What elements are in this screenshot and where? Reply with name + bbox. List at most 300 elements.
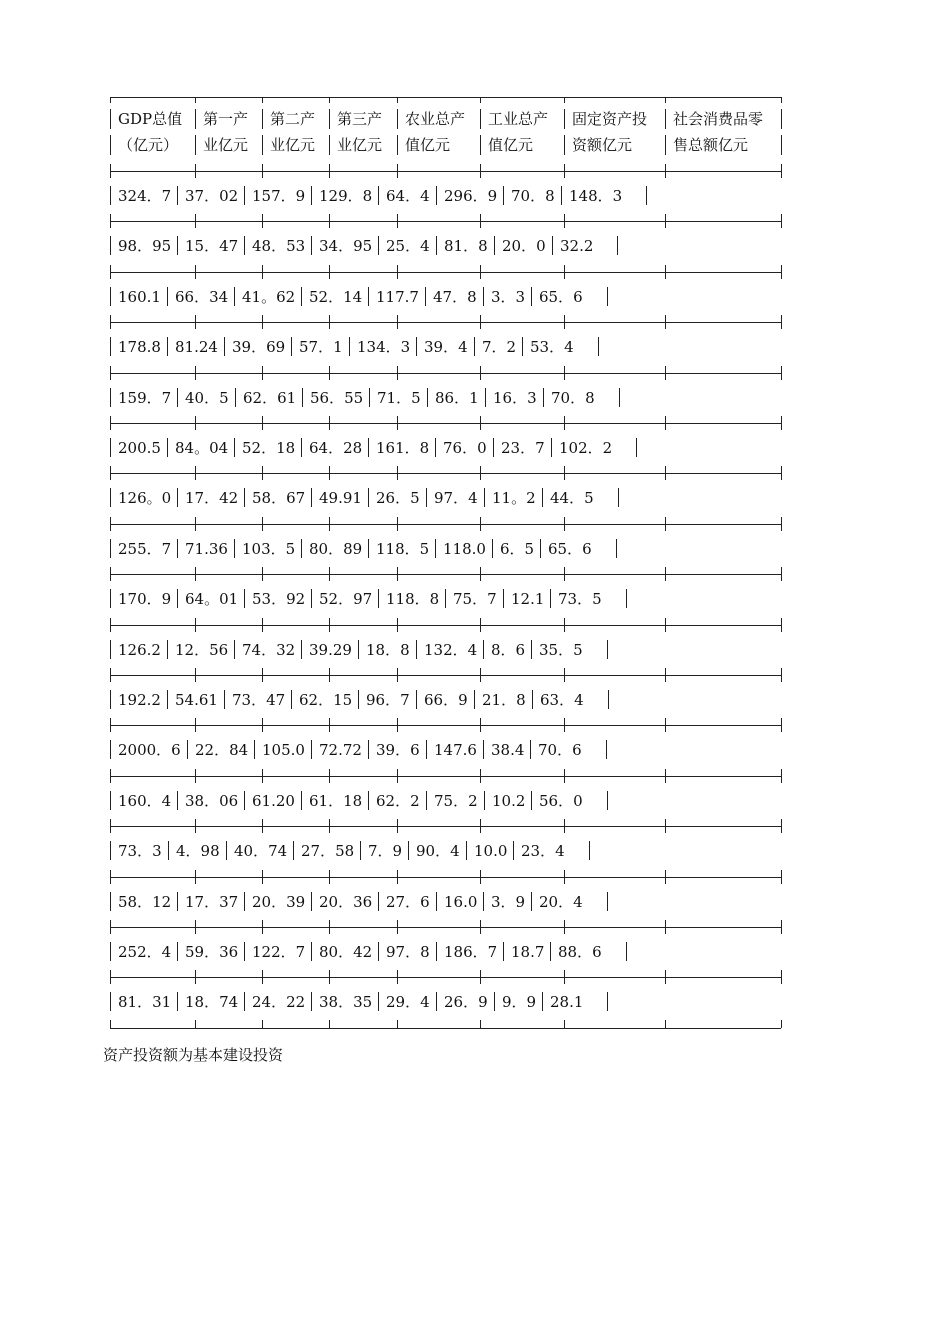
header-divider — [564, 109, 565, 129]
table-cell: 4．98 — [176, 842, 220, 860]
separator-tick — [329, 466, 330, 480]
table-cell: 70．8 — [511, 187, 555, 205]
row-left-bar — [110, 740, 111, 759]
row-separator — [110, 625, 781, 626]
header-divider — [781, 109, 782, 129]
separator-tick — [781, 517, 782, 531]
separator-tick — [665, 970, 666, 984]
cell-divider — [607, 287, 608, 306]
cell-divider — [368, 287, 369, 306]
cell-divider — [552, 236, 553, 255]
table-cell: 27．58 — [301, 842, 355, 860]
cell-divider — [416, 690, 417, 709]
separator-tick — [480, 718, 481, 732]
header-cell: 工业总产 — [488, 110, 549, 128]
cell-divider — [483, 640, 484, 659]
table-top-tick — [110, 97, 111, 103]
table-cell: 178.8 — [118, 338, 161, 356]
header-divider — [195, 135, 196, 155]
cell-divider — [167, 438, 168, 457]
row-separator — [110, 221, 781, 222]
separator-tick — [397, 214, 398, 228]
cell-divider — [426, 740, 427, 759]
cell-divider — [244, 488, 245, 507]
separator-tick — [564, 920, 565, 934]
table-cell: 148．3 — [569, 187, 623, 205]
cell-divider — [311, 589, 312, 608]
table-cell: 23．4 — [521, 842, 565, 860]
table-cell: 122．7 — [252, 943, 306, 961]
cell-divider — [293, 841, 294, 860]
header-cell: 第三产 — [337, 110, 383, 128]
separator-tick — [195, 265, 196, 279]
table-top-tick — [195, 97, 196, 103]
separator-tick — [262, 970, 263, 984]
cell-divider — [427, 388, 428, 407]
separator-tick — [665, 416, 666, 430]
row-separator — [110, 423, 781, 424]
table-cell: 90．4 — [416, 842, 460, 860]
header-cell: （亿元） — [118, 136, 179, 154]
cell-divider — [301, 539, 302, 558]
table-cell: 3．9 — [491, 893, 526, 911]
table-cell: 38．06 — [185, 792, 239, 810]
table-cell: 170．9 — [118, 590, 172, 608]
table-cell: 118．5 — [376, 540, 430, 558]
cell-divider — [234, 640, 235, 659]
row-separator — [110, 574, 781, 575]
separator-tick — [329, 970, 330, 984]
separator-tick — [781, 618, 782, 632]
table-cell: 41。62 — [242, 288, 296, 306]
table-cell: 24．22 — [252, 993, 306, 1011]
table-cell: 80．42 — [319, 943, 373, 961]
cell-divider — [426, 791, 427, 810]
row-left-bar — [110, 640, 111, 659]
table-cell: 17．42 — [185, 489, 239, 507]
separator-tick — [564, 618, 565, 632]
cell-divider — [358, 690, 359, 709]
cell-divider — [445, 589, 446, 608]
table-cell: 157．9 — [252, 187, 306, 205]
separator-tick — [262, 366, 263, 380]
separator-tick — [329, 870, 330, 884]
separator-tick — [329, 769, 330, 783]
table-cell: 2000．6 — [118, 741, 181, 759]
cell-divider — [617, 236, 618, 255]
cell-divider — [378, 236, 379, 255]
separator-tick — [781, 718, 782, 732]
table-cell: 98．95 — [118, 237, 172, 255]
separator-tick — [665, 567, 666, 581]
separator-tick — [665, 517, 666, 531]
separator-tick — [110, 416, 111, 430]
cell-divider — [368, 438, 369, 457]
cell-divider — [349, 337, 350, 356]
separator-tick — [110, 769, 111, 783]
table-cell: 64。01 — [185, 590, 239, 608]
separator-tick — [195, 517, 196, 531]
separator-tick — [781, 315, 782, 329]
table-cell: 65．6 — [548, 540, 592, 558]
cell-divider — [244, 892, 245, 911]
table-cell: 39．69 — [232, 338, 286, 356]
cell-divider — [311, 992, 312, 1011]
cell-divider — [301, 438, 302, 457]
separator-tick — [480, 920, 481, 934]
separator-tick — [262, 466, 263, 480]
row-left-bar — [110, 690, 111, 709]
table-cell: 40．5 — [185, 389, 229, 407]
table-cell: 160．4 — [118, 792, 172, 810]
cell-divider — [291, 690, 292, 709]
separator-tick — [564, 315, 565, 329]
cell-divider — [626, 942, 627, 961]
cell-divider — [616, 539, 617, 558]
table-cell: 26．5 — [376, 489, 420, 507]
cell-divider — [244, 992, 245, 1011]
cell-divider — [416, 337, 417, 356]
separator-tick — [564, 769, 565, 783]
separator-tick — [480, 265, 481, 279]
footnote: 资产投资额为基本建设投资 — [103, 1046, 284, 1064]
table-cell: 12．56 — [175, 641, 229, 659]
separator-tick — [195, 315, 196, 329]
table-cell: 22．84 — [195, 741, 249, 759]
cell-divider — [503, 186, 504, 205]
separator-tick — [329, 920, 330, 934]
cell-divider — [301, 791, 302, 810]
separator-tick — [195, 618, 196, 632]
separator-tick — [195, 668, 196, 682]
separator-tick — [564, 668, 565, 682]
header-divider — [329, 109, 330, 129]
separator-tick — [781, 265, 782, 279]
table-cell: 39．6 — [376, 741, 420, 759]
separator-tick — [397, 416, 398, 430]
table-cell: 28.1 — [550, 993, 584, 1011]
header-cell: 社会消费品零 — [673, 110, 764, 128]
cell-divider — [368, 488, 369, 507]
separator-tick — [110, 970, 111, 984]
cell-divider — [368, 791, 369, 810]
cell-divider — [369, 388, 370, 407]
separator-tick — [110, 265, 111, 279]
separator-tick — [329, 668, 330, 682]
table-cell: 20．0 — [502, 237, 546, 255]
cell-divider — [561, 186, 562, 205]
separator-tick — [397, 164, 398, 178]
separator-tick — [480, 164, 481, 178]
table-cell: 75．7 — [453, 590, 497, 608]
separator-tick — [781, 214, 782, 228]
row-separator — [110, 272, 781, 273]
header-divider — [195, 109, 196, 129]
table-cell: 6．5 — [500, 540, 535, 558]
table-cell: 159．7 — [118, 389, 172, 407]
separator-tick — [110, 517, 111, 531]
table-cell: 96．7 — [366, 691, 410, 709]
separator-tick — [480, 618, 481, 632]
table-cell: 27．6 — [386, 893, 430, 911]
separator-tick — [195, 214, 196, 228]
separator-tick — [195, 416, 196, 430]
table-cell: 255．7 — [118, 540, 172, 558]
header-cell: 值亿元 — [488, 136, 534, 154]
table-cell: 97．4 — [434, 489, 478, 507]
cell-divider — [224, 690, 225, 709]
cell-divider — [177, 589, 178, 608]
cell-divider — [360, 841, 361, 860]
cell-divider — [607, 640, 608, 659]
cell-divider — [234, 438, 235, 457]
table-cell: 34．95 — [319, 237, 373, 255]
cell-divider — [291, 337, 292, 356]
table-cell: 56．55 — [310, 389, 364, 407]
cell-divider — [484, 791, 485, 810]
table-cell: 57．1 — [299, 338, 343, 356]
table-cell: 81．31 — [118, 993, 172, 1011]
table-top-tick — [781, 97, 782, 103]
separator-tick — [329, 416, 330, 430]
separator-tick — [329, 618, 330, 632]
separator-tick — [564, 567, 565, 581]
table-cell: 81．8 — [444, 237, 488, 255]
separator-tick — [665, 668, 666, 682]
cell-divider — [619, 388, 620, 407]
cell-divider — [187, 740, 188, 759]
row-separator — [110, 322, 781, 323]
cell-divider — [543, 388, 544, 407]
separator-tick — [665, 819, 666, 833]
separator-tick — [480, 466, 481, 480]
table-top-tick — [665, 97, 666, 103]
table-cell: 3．3 — [491, 288, 526, 306]
table-cell: 25．4 — [386, 237, 430, 255]
table-cell: 117.7 — [376, 288, 419, 306]
separator-tick — [329, 265, 330, 279]
cell-divider — [378, 992, 379, 1011]
table-cell: 64．4 — [386, 187, 430, 205]
table-cell: 20．39 — [252, 893, 306, 911]
separator-tick — [397, 718, 398, 732]
separator-tick — [665, 1020, 666, 1028]
row-separator — [110, 826, 781, 827]
cell-divider — [485, 388, 486, 407]
cell-divider — [244, 791, 245, 810]
separator-tick — [781, 870, 782, 884]
table-cell: 32.2 — [560, 237, 594, 255]
cell-divider — [167, 640, 168, 659]
table-cell: 53．92 — [252, 590, 306, 608]
table-cell: 103．5 — [242, 540, 296, 558]
cell-divider — [378, 589, 379, 608]
cell-divider — [311, 942, 312, 961]
cell-divider — [177, 791, 178, 810]
cell-divider — [425, 287, 426, 306]
separator-tick — [397, 567, 398, 581]
separator-tick — [195, 970, 196, 984]
header-cell: 业亿元 — [203, 136, 249, 154]
cell-divider — [494, 236, 495, 255]
separator-tick — [397, 315, 398, 329]
cell-divider — [436, 992, 437, 1011]
table-cell: 12.1 — [511, 590, 545, 608]
cell-divider — [483, 892, 484, 911]
separator-tick — [262, 164, 263, 178]
separator-tick — [564, 819, 565, 833]
header-cell: 业亿元 — [270, 136, 316, 154]
cell-divider — [167, 690, 168, 709]
table-cell: 71．5 — [377, 389, 421, 407]
table-cell: 62．61 — [243, 389, 297, 407]
table-cell: 71.36 — [185, 540, 228, 558]
cell-divider — [531, 892, 532, 911]
separator-tick — [110, 315, 111, 329]
row-separator — [110, 927, 781, 928]
cell-divider — [436, 186, 437, 205]
table-cell: 118．8 — [386, 590, 440, 608]
separator-tick — [195, 567, 196, 581]
table-cell: 29．4 — [386, 993, 430, 1011]
cell-divider — [607, 791, 608, 810]
separator-tick — [665, 769, 666, 783]
table-cell: 16.0 — [444, 893, 478, 911]
table-cell: 160.1 — [118, 288, 161, 306]
separator-tick — [397, 970, 398, 984]
table-cell: 62．2 — [376, 792, 420, 810]
cell-divider — [177, 186, 178, 205]
table-cell: 86．1 — [435, 389, 479, 407]
separator-tick — [781, 1020, 782, 1028]
table-cell: 56．0 — [539, 792, 583, 810]
row-left-bar — [110, 388, 111, 407]
separator-tick — [480, 214, 481, 228]
separator-tick — [329, 164, 330, 178]
table-cell: 53．4 — [530, 338, 574, 356]
cell-divider — [551, 438, 552, 457]
cell-divider — [311, 740, 312, 759]
row-left-bar — [110, 589, 111, 608]
cell-divider — [224, 337, 225, 356]
cell-divider — [550, 942, 551, 961]
table-top-tick — [397, 97, 398, 103]
cell-divider — [436, 942, 437, 961]
separator-tick — [564, 970, 565, 984]
cell-divider — [244, 186, 245, 205]
cell-divider — [531, 791, 532, 810]
separator-tick — [781, 819, 782, 833]
cell-divider — [177, 388, 178, 407]
separator-tick — [665, 366, 666, 380]
table-cell: 73．47 — [232, 691, 286, 709]
cell-divider — [531, 287, 532, 306]
separator-tick — [564, 366, 565, 380]
header-divider — [564, 135, 565, 155]
cell-divider — [483, 287, 484, 306]
separator-tick — [262, 315, 263, 329]
table-cell: 147.6 — [434, 741, 477, 759]
cell-divider — [378, 892, 379, 911]
cell-divider — [234, 539, 235, 558]
separator-tick — [397, 870, 398, 884]
table-cell: 10.0 — [474, 842, 508, 860]
separator-tick — [110, 920, 111, 934]
table-top-tick — [329, 97, 330, 103]
header-cell: 值亿元 — [405, 136, 451, 154]
separator-tick — [397, 1020, 398, 1028]
table-cell: 35．5 — [539, 641, 583, 659]
table-cell: 10.2 — [492, 792, 526, 810]
cell-divider — [542, 488, 543, 507]
table-cell: 129．8 — [319, 187, 373, 205]
cell-divider — [618, 488, 619, 507]
table-cell: 37．02 — [185, 187, 239, 205]
cell-divider — [598, 337, 599, 356]
cell-divider — [167, 337, 168, 356]
cell-divider — [426, 488, 427, 507]
cell-divider — [530, 740, 531, 759]
table-cell: 126。0 — [118, 489, 172, 507]
separator-tick — [480, 366, 481, 380]
table-cell: 61．18 — [309, 792, 363, 810]
table-cell: 20．36 — [319, 893, 373, 911]
separator-tick — [480, 567, 481, 581]
separator-tick — [564, 466, 565, 480]
row-left-bar — [110, 992, 111, 1011]
cell-divider — [244, 236, 245, 255]
cell-divider — [607, 992, 608, 1011]
separator-tick — [397, 366, 398, 380]
cell-divider — [494, 992, 495, 1011]
separator-tick — [781, 920, 782, 934]
header-cell: 第二产 — [270, 110, 316, 128]
separator-tick — [195, 164, 196, 178]
separator-tick — [195, 870, 196, 884]
separator-tick — [781, 668, 782, 682]
cell-divider — [542, 992, 543, 1011]
separator-tick — [110, 567, 111, 581]
table-cell: 66．34 — [175, 288, 229, 306]
cell-divider — [435, 438, 436, 457]
table-cell: 73．3 — [118, 842, 162, 860]
separator-tick — [195, 718, 196, 732]
separator-tick — [195, 769, 196, 783]
table-cell: 39.29 — [309, 641, 352, 659]
header-divider — [480, 135, 481, 155]
cell-divider — [301, 640, 302, 659]
row-separator — [110, 725, 781, 726]
table-cell: 75．2 — [434, 792, 478, 810]
table-cell: 15．47 — [185, 237, 239, 255]
cell-divider — [226, 841, 227, 860]
cell-divider — [311, 488, 312, 507]
separator-tick — [329, 819, 330, 833]
cell-divider — [177, 942, 178, 961]
table-cell: 76．0 — [443, 439, 487, 457]
row-left-bar — [110, 287, 111, 306]
table-cell: 39．4 — [424, 338, 468, 356]
header-divider — [110, 109, 111, 129]
cell-divider — [606, 740, 607, 759]
separator-tick — [262, 819, 263, 833]
table-cell: 88．6 — [558, 943, 602, 961]
table-cell: 200.5 — [118, 439, 161, 457]
cell-divider — [484, 488, 485, 507]
separator-tick — [781, 366, 782, 380]
separator-tick — [665, 164, 666, 178]
table-cell: 44．5 — [550, 489, 594, 507]
